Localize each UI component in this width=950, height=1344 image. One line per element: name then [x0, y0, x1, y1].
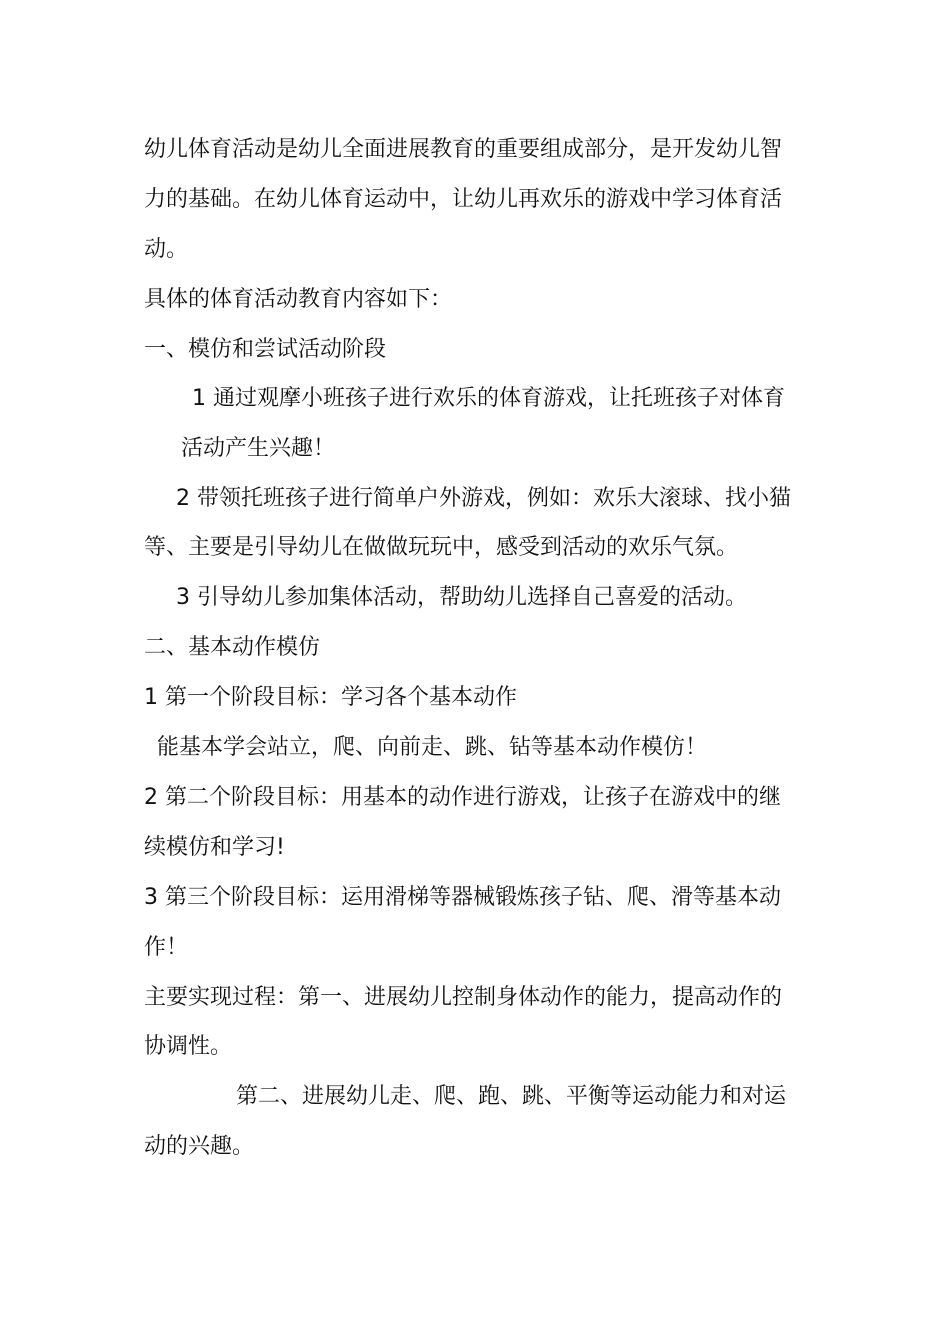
list-item: 3 第三个阶段目标：运用滑梯等器械锻炼孩子钻、爬、滑等基本动: [144, 885, 781, 910]
section-heading: 一、模仿和尝试活动阶段: [144, 337, 387, 362]
text-line: 动的兴趣。: [144, 1134, 255, 1159]
list-item: 3 引导幼儿参加集体活动，帮助幼儿选择自己喜爱的活动。: [176, 585, 747, 610]
list-item: 1 第一个阶段目标：学习各个基本动作: [144, 685, 517, 710]
text-line: 动。: [144, 237, 189, 262]
text-line: 幼儿体育活动是幼儿全面进展教育的重要组成部分，是开发幼儿智: [144, 137, 783, 162]
section-heading: 二、基本动作模仿: [144, 635, 321, 660]
text-line: 等、主要是引导幼儿在做做玩玩中，感受到活动的欢乐气氛。: [144, 535, 739, 560]
list-item: 2 第二个阶段目标：用基本的动作进行游戏，让孩子在游戏中的继: [144, 785, 781, 810]
text-line: 续模仿和学习!: [144, 835, 285, 860]
list-item: 1 通过观摩小班孩子进行欢乐的体育游戏，让托班孩子对体育: [192, 386, 785, 411]
text-line: 协调性。: [144, 1034, 233, 1059]
text-line: 第二、进展幼儿走、爬、跑、跳、平衡等运动能力和对运: [236, 1084, 787, 1109]
list-item: 2 带领托班孩子进行简单户外游戏，例如：欢乐大滚球、找小猫: [176, 486, 791, 511]
text-line: 具体的体育活动教育内容如下：: [144, 287, 453, 312]
text-line: 活动产生兴趣！: [181, 436, 336, 461]
text-line: 主要实现过程：第一、进展幼儿控制身体动作的能力，提高动作的: [144, 985, 783, 1010]
text-line: 能基本学会站立，爬、向前走、跳、钻等基本动作模仿！: [157, 735, 708, 760]
text-line: 作！: [144, 935, 189, 960]
text-line: 力的基础。在幼儿体育运动中，让幼儿再欢乐的游戏中学习体育活: [144, 187, 783, 212]
